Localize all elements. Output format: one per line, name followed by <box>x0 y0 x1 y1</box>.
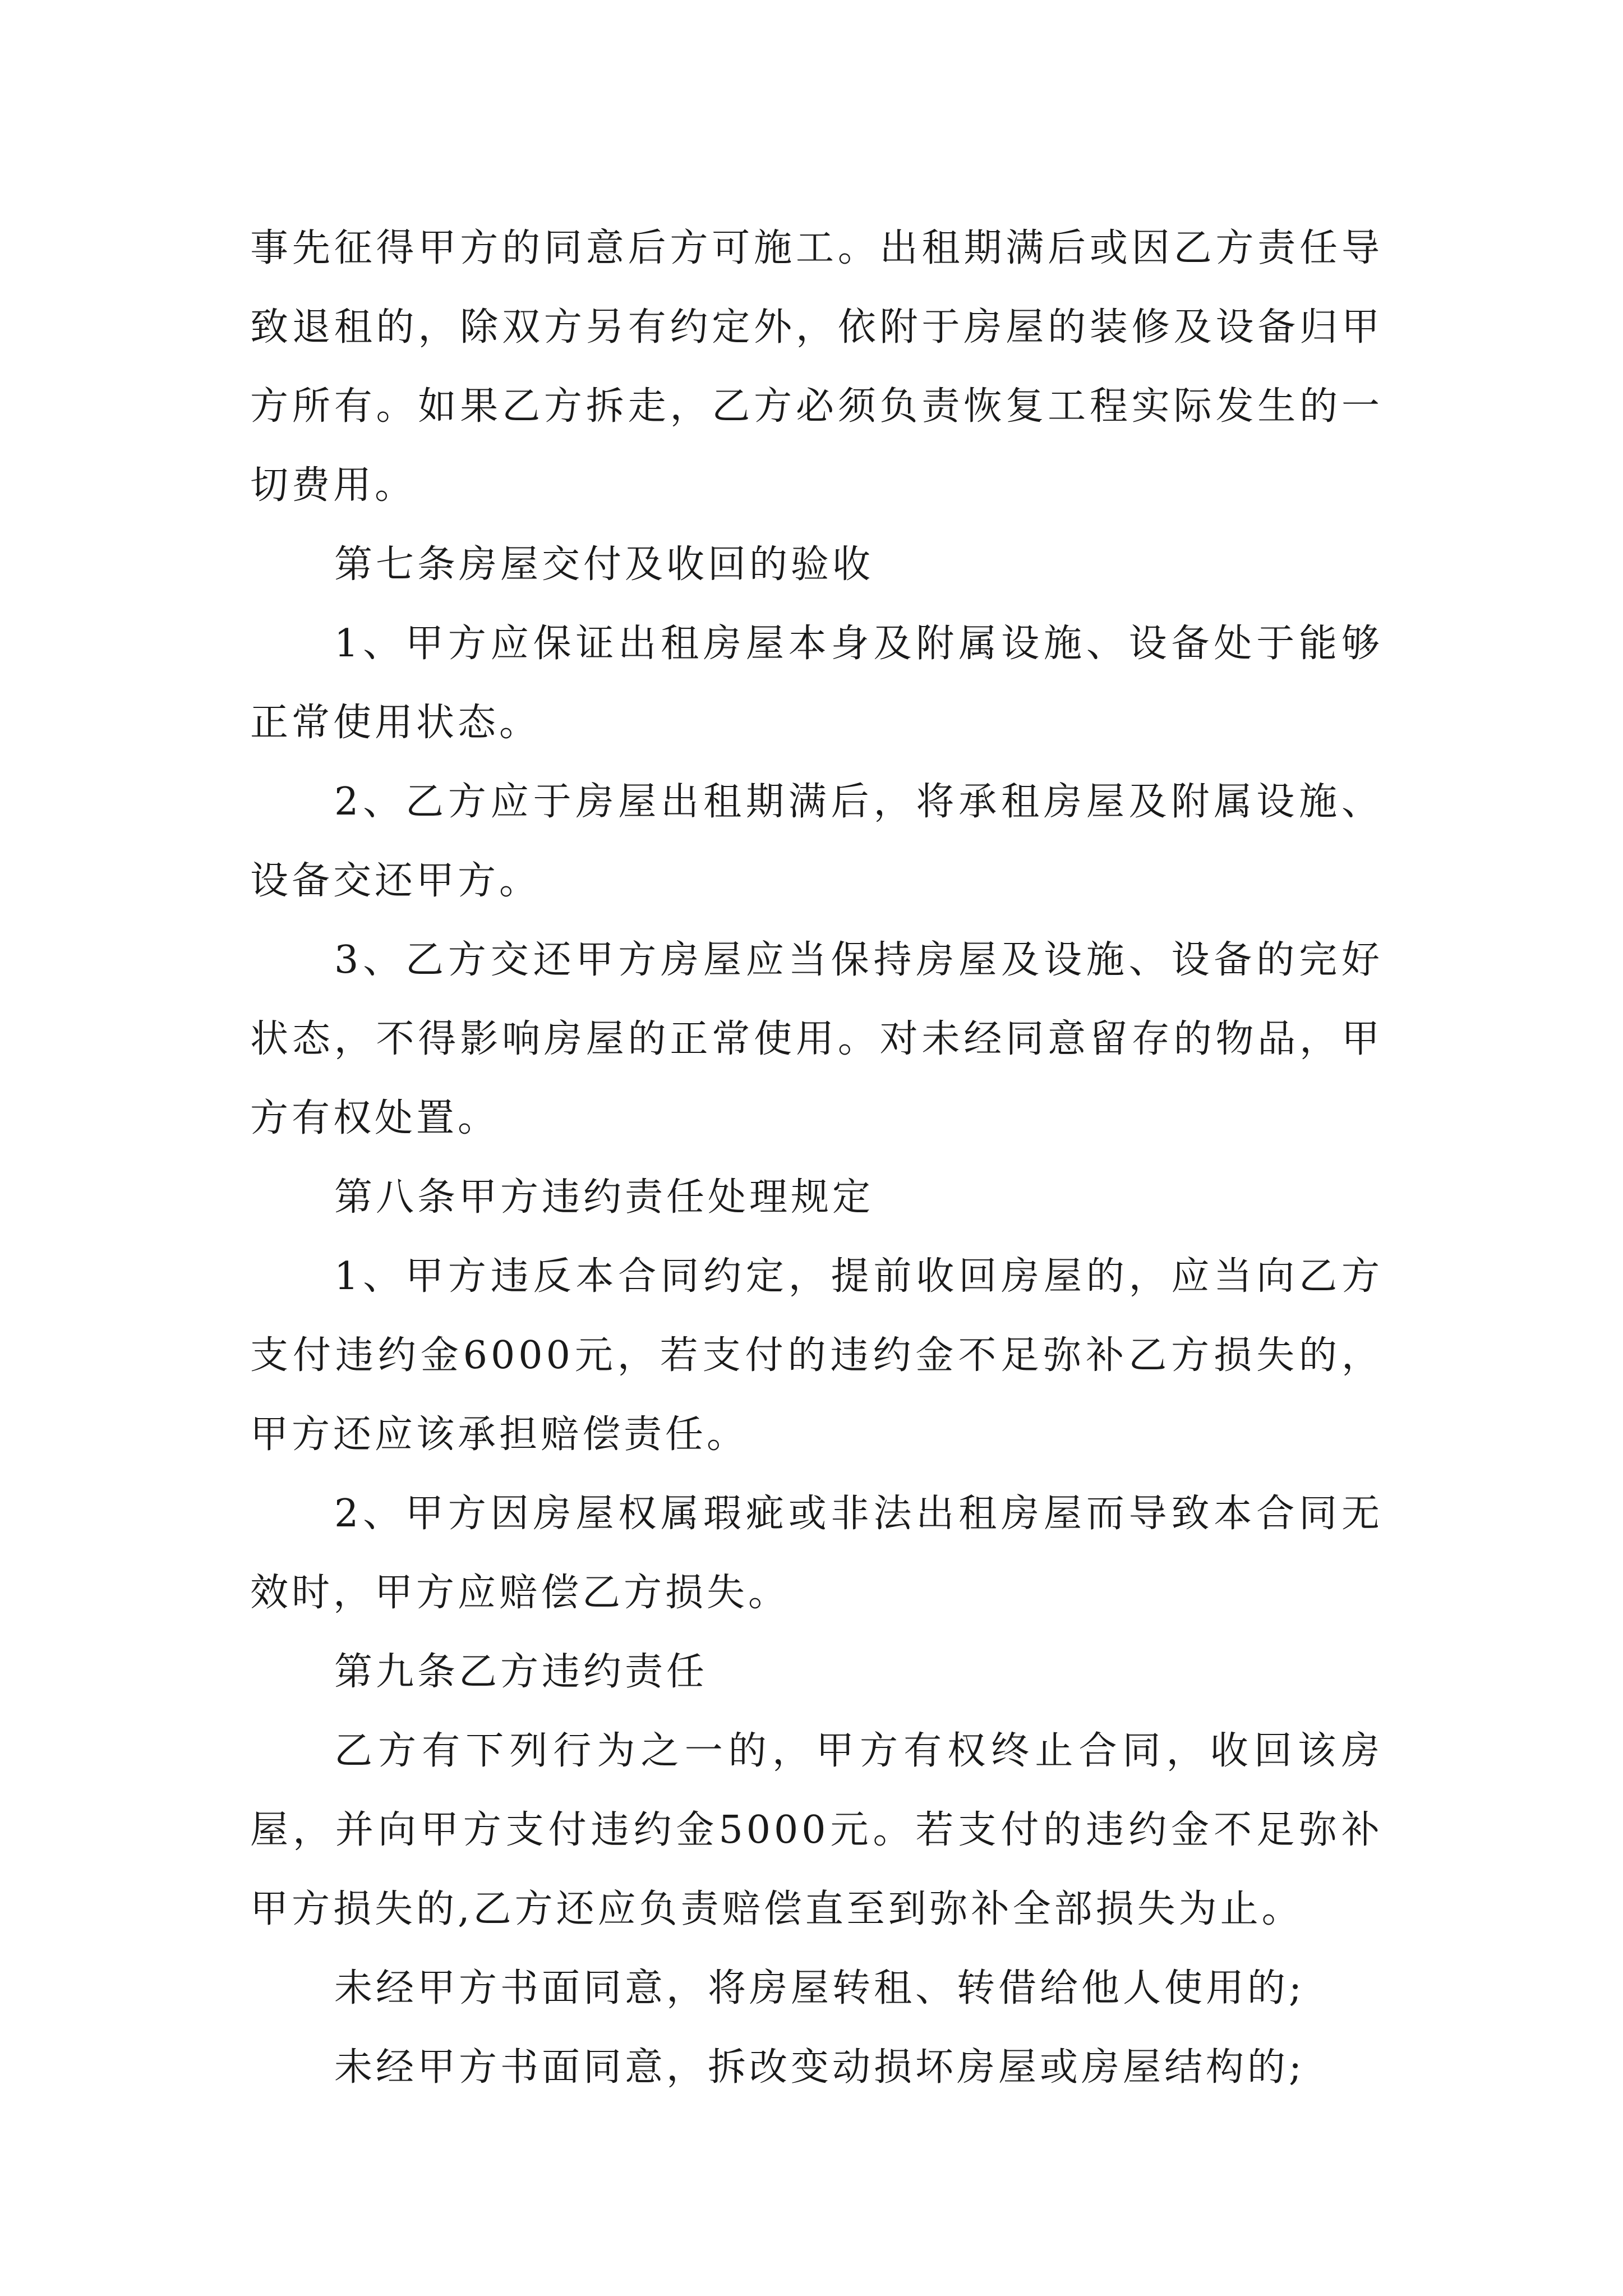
heading-article-9: 第九条乙方违约责任 <box>334 1650 708 1694</box>
paragraph-article-7-item-1: 1、甲方应保证出租房屋本身及附属设施、设备处于能够正常使用状态。 <box>250 622 1383 745</box>
paragraph-article-8-item-1: 1、甲方违反本合同约定，提前收回房屋的，应当向乙方支付违约金6000元，若支付的违约金不足弥补乙方损失的，甲方还应该承担赔偿责任。 <box>250 1254 1383 1457</box>
heading-article-8: 第八条甲方违约责任处理规定 <box>334 1175 874 1220</box>
document-body <box>250 209 1383 2107</box>
paragraph-renovation-terms: 事先征得甲方的同意后方可施工。出租期满后或因乙方责任导致退租的，除双方另有约定外，依附于房屋的装修及设备归甲方所有。如果乙方拆走，乙方必须负责恢复工程实际发生的一切费用。 <box>250 226 1383 508</box>
paragraph-article-9-intro: 乙方有下列行为之一的，甲方有权终止合同，收回该房屋，并向甲方支付违约金5000元。若支付的违约金不足弥补甲方损失的,乙方还应负责赔偿直至到弥补全部损失为止。 <box>250 1729 1383 1931</box>
paragraph-article-7-item-2: 2、乙方应于房屋出租期满后，将承租房屋及附属设施、设备交还甲方。 <box>250 780 1383 903</box>
paragraph-article-9-case-1: 未经甲方书面同意，将房屋转租、转借给他人使用的; <box>334 1966 1305 2010</box>
paragraph-article-7-item-3: 3、乙方交还甲方房屋应当保持房屋及设施、设备的完好状态，不得影响房屋的正常使用。对未经同意留存的物品，甲方有权处置。 <box>250 938 1383 1140</box>
paragraph-article-9-case-2: 未经甲方书面同意，拆改变动损坏房屋或房屋结构的; <box>334 2045 1305 2090</box>
paragraph-article-8-item-2: 2、甲方因房屋权属瑕疵或非法出租房屋而导致本合同无效时，甲方应赔偿乙方损失。 <box>250 1492 1383 1615</box>
heading-article-7: 第七条房屋交付及收回的验收 <box>334 542 874 587</box>
